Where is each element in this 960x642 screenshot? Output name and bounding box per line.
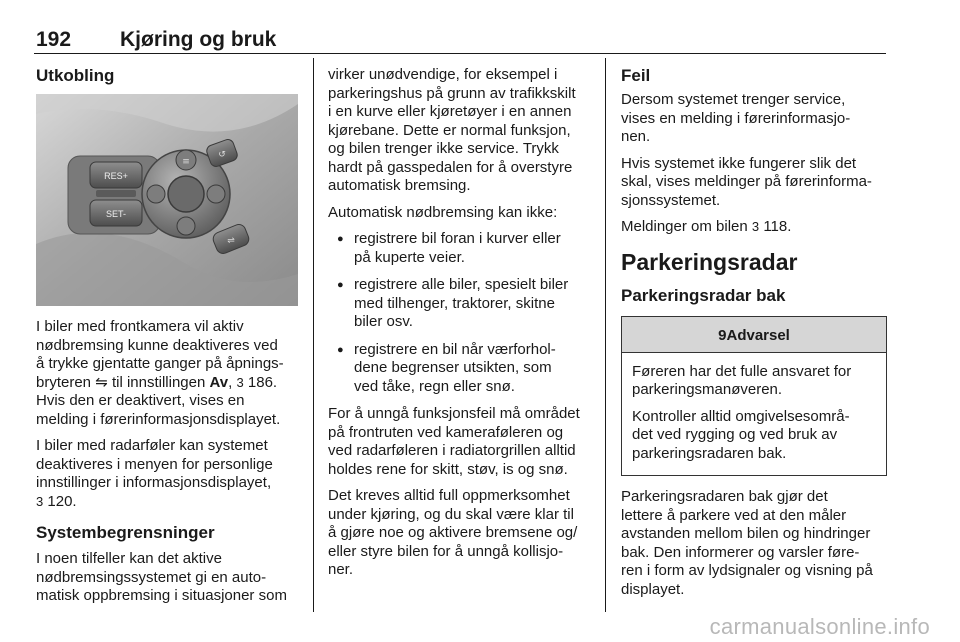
paragraph-limitations-intro: I noen tilfeller kan det aktive nødbremsingssystemet gi en auto- matisk oppbremsing i situasjoner som: [36, 550, 287, 604]
ref-arrow-icon: 3: [36, 493, 44, 509]
paragraph-messages-ref: Meldinger om bilen 3 118.: [621, 218, 792, 235]
steering-wheel-svg: [36, 94, 298, 306]
svg-text:≡: ≡: [182, 157, 190, 167]
section-heading-parkeringsradar-bak: Parkeringsradar bak: [621, 285, 786, 305]
paragraph-disable-radar: I biler med radarføler kan systemet deaktiveres i menyen for personlige innstillinger i informasjonsdisplayet, 3 120.: [36, 437, 273, 510]
paragraph-malfunction: Hvis systemet ikke fungerer slik det skal, vises meldinger på førerinforma- sjonssystemet.: [621, 154, 872, 209]
paragraph-limitations-cont: virker unødvendige, for eksempel i parkeringshus på grunn av trafikkskilt i en kurve eller kjøretøyer i en annen kjørebane. Dette er normal funksjon, og bilen trenger ikke service. Trykk hardt på gasspedalen for å overstyre automatisk bremsing.: [328, 66, 576, 194]
page-ref-118[interactable]: 118.: [763, 218, 792, 235]
steering-wheel-illustration: [36, 94, 298, 306]
setting-value-av: Av: [209, 373, 229, 391]
warning-title: Advarsel: [726, 326, 790, 344]
paragraph-attention: Det kreves alltid full oppmerksomhet under kjøring, og du skal være klar til å gjøre noe og aktivere bremsene og/ eller styre bilen for å unngå kollisjo- ner.: [328, 487, 578, 578]
column-3: [621, 66, 887, 607]
warning-triangle-icon: 9: [718, 326, 727, 344]
warning-header: [622, 317, 886, 353]
list-item: ● registrere en bil når værforhol- dene begrenser utsikten, som ved tåke, regn eller snø.: [328, 341, 594, 397]
column-divider-2: [605, 58, 606, 612]
warning-body: [622, 353, 886, 476]
res-button-label: RES+: [104, 171, 128, 181]
section-heading-feil: Feil: [621, 66, 651, 85]
watermark: carmanualsonline.info: [709, 614, 930, 639]
column-divider-1: [313, 58, 314, 612]
column-1: [36, 66, 300, 614]
ref-arrow-icon: 3: [751, 219, 760, 234]
page-ref-186[interactable]: 186.: [247, 373, 278, 391]
section-heading-systembegrensninger: Systembegrensninger: [36, 523, 215, 542]
page-number: 192: [36, 28, 72, 51]
list-item: ● registrere bil foran i kurver eller på kuperte veier.: [328, 230, 594, 267]
page-title: Kjøring og bruk: [120, 28, 277, 51]
paragraph-cannot-intro: Automatisk nødbremsing kan ikke:: [328, 203, 558, 221]
header-rule: [34, 53, 886, 54]
warning-paragraph: Føreren har det fulle ansvaret for parkeringsmanøveren.: [632, 362, 852, 398]
paragraph-rear-radar-desc: Parkeringsradaren bak gjør det lettere å parkere ved at den måler avstanden mellom bilen og hindringer bak. Den informerer og varsler føre- ren i form av lydsignaler og visning på displayet.: [621, 488, 873, 598]
lane-switch-icon: ⇋: [95, 373, 108, 391]
ref-arrow-icon: 3: [236, 374, 244, 390]
svg-text:↺: ↺: [218, 150, 226, 160]
page-ref-120[interactable]: 120.: [47, 492, 77, 510]
section-heading-parkeringsradar: Parkeringsradar: [621, 248, 798, 275]
column-2: [328, 66, 594, 588]
limitations-list: [328, 230, 594, 396]
paragraph-keep-clean: For å unngå funksjonsfeil må området på frontruten ved kameraføleren og ved radarføleren i radiatorgrillen alltid holdes rene for skitt, støv, is og snø.: [328, 405, 580, 478]
warning-paragraph: Kontroller alltid omgivelsesområ- det ved rygging og ved bruk av parkeringsradaren bak.: [632, 407, 850, 462]
paragraph-service: Dersom systemet trenger service, vises en melding i førerinformasjo- nen.: [621, 91, 851, 145]
section-heading-utkobling: Utkobling: [36, 66, 115, 85]
list-item: ● registrere alle biler, spesielt biler med tilhenger, traktorer, skitne biler osv.: [328, 276, 594, 332]
set-button-label: SET-: [105, 209, 127, 219]
warning-box: [621, 316, 887, 477]
paragraph-disable-camera: I biler med frontkamera vil aktiv nødbremsing kunne deaktiveres ved å trykke gjentatte ganger på åpnings- bryteren ⇋ til innstillingen Av, 3 186. Hvis den er deaktivert, vises en melding i førerinformasjonsdisplayet.: [36, 318, 284, 428]
svg-text:⇌: ⇌: [227, 236, 235, 246]
